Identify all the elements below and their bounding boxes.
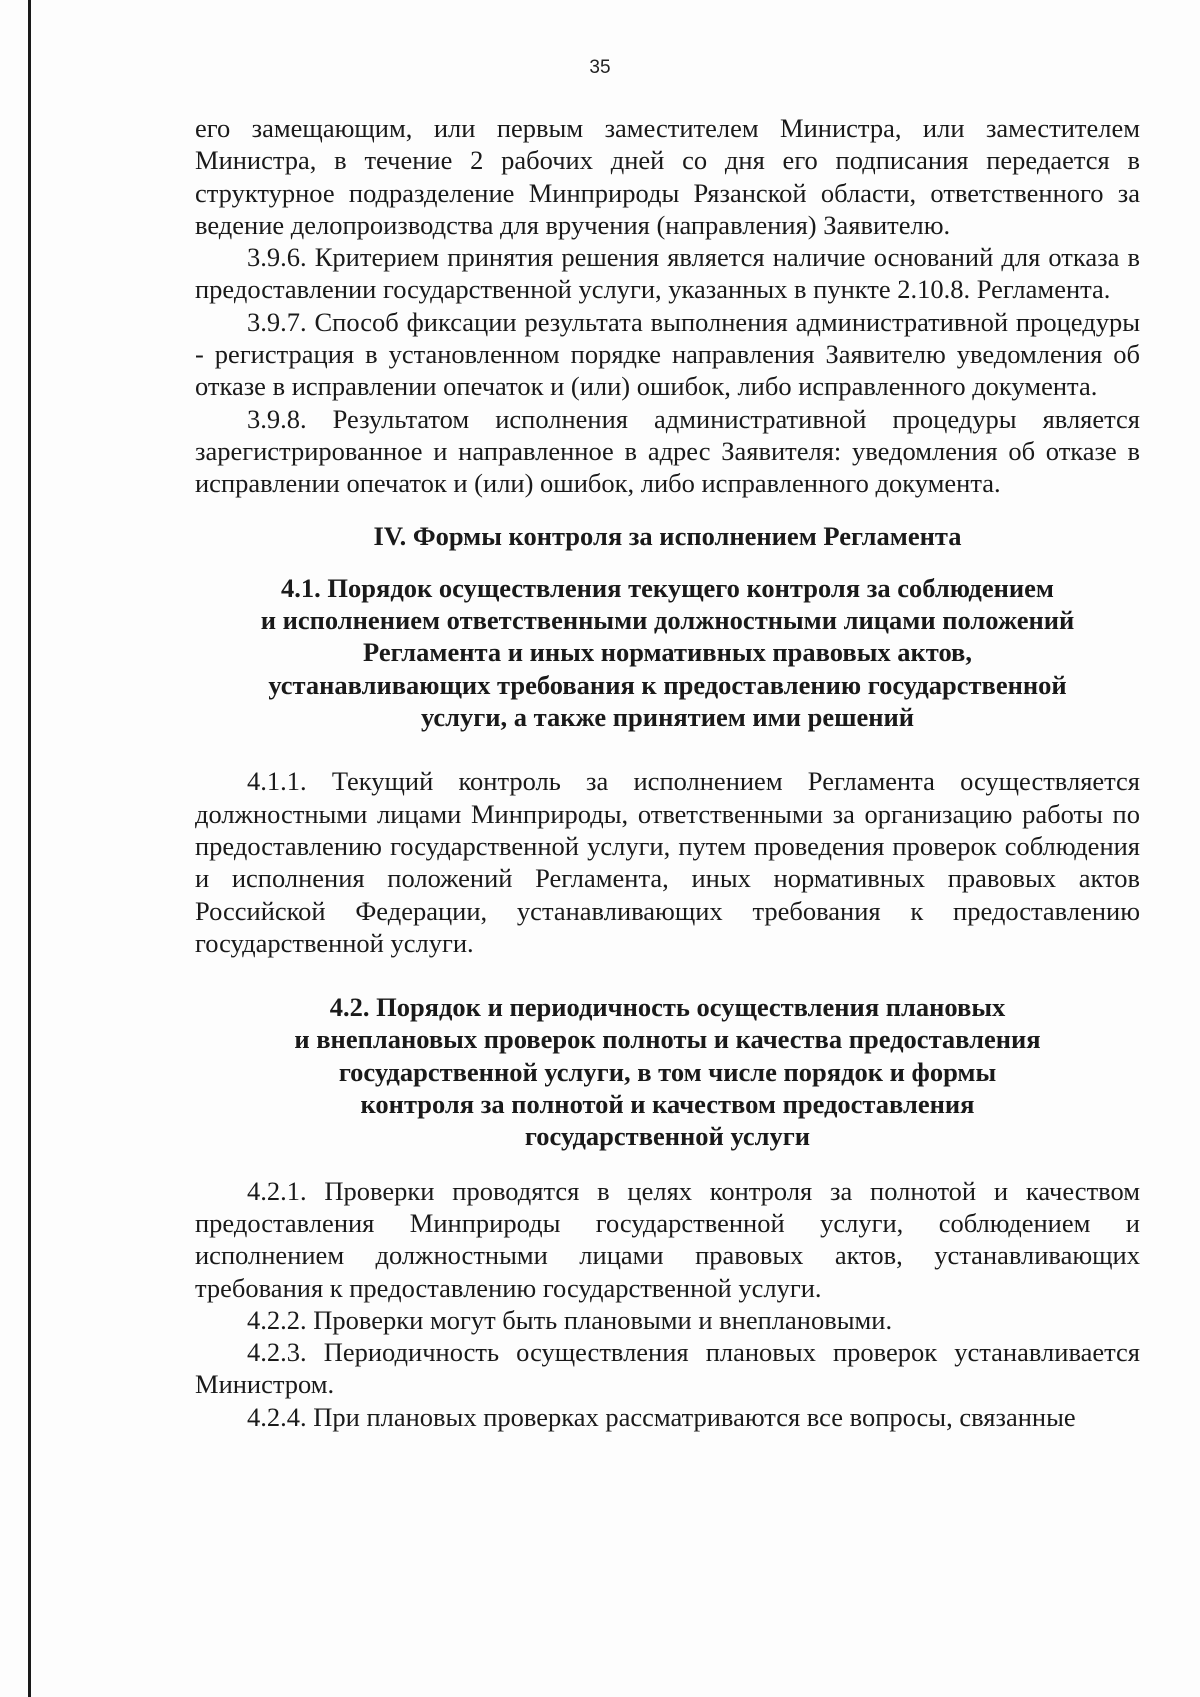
section-4-2-heading — [195, 991, 1140, 1152]
heading-line: 4.2. Порядок и периодичность осуществления плановых — [329, 992, 1006, 1023]
section-4-1-heading — [195, 572, 1140, 733]
paragraph-4-2-3: 4.2.3. Периодичность осуществления плановых проверок устанавливается Министром. — [195, 1337, 1140, 1400]
paragraph-3-9-7: 3.9.7. Способ фиксации результата выполнения административной процедуры - регистрация в установленном порядке направления Заявителю уведомления об отказе в исправлении опечаток и (или) ошибок, либо исправленного документа. — [195, 306, 1140, 402]
heading-line: Регламента и иных нормативных правовых актов, — [363, 637, 972, 668]
paragraph-4-2-2: 4.2.2. Проверки могут быть плановыми и внеплановыми. — [247, 1304, 893, 1335]
heading-line: контроля за полнотой и качеством предоставления — [360, 1089, 975, 1120]
scan-edge-line — [28, 0, 31, 1697]
heading-line: услуги, а также принятием ими решений — [420, 702, 915, 733]
heading-line: и исполнением ответственными должностными лицами положений — [260, 605, 1075, 636]
heading-line: государственной услуги — [524, 1121, 811, 1152]
document-body — [195, 112, 1140, 1433]
paragraph-continuation: его замещающим, или первым заместителем Министра, или заместителем Министра, в течение 2 рабочих дней со дня его подписания передается в структурное подразделение Минприроды Рязанской области, ответственного за ведение делопроизводства для вручения (направления) Заявителю. — [195, 113, 1140, 240]
paragraph-3-9-8: 3.9.8. Результатом исполнения административной процедуры является зарегистрированное и направленное в адрес Заявителя: уведомления об отказе в исправлении опечаток и (или) ошибок, либо исправленного документа. — [195, 403, 1140, 499]
heading-line: и внеплановых проверок полноты и качества предоставления — [294, 1024, 1041, 1055]
paragraph-4-2-1: 4.2.1. Проверки проводятся в целях контроля за полнотой и качеством предоставления Минприроды государственной услуги, соблюдением и исполнением должностными лицами правовых актов, устанавливающих требования к предоставлению государственной услуги. — [195, 1175, 1140, 1303]
paragraph-4-1-1: 4.1.1. Текущий контроль за исполнением Регламента осуществляется должностными лицами Минприроды, ответственными за организацию работы по предоставлению государственной услуги, путем проведения проверок соблюдения и исполнения положений Регламента, иных нормативных правовых актов Российской Федерации, устанавливающих требования к предоставлению государственной услуги. — [195, 766, 1140, 958]
paragraph-3-9-6: 3.9.6. Критерием принятия решения является наличие оснований для отказа в предоставлении государственной услуги, указанных в пункте 2.10.8. Регламента. — [195, 242, 1140, 305]
section-iv-heading: IV. Формы контроля за исполнением Регламента — [373, 520, 962, 551]
heading-line: государственной услуги, в том числе порядок и формы — [338, 1056, 997, 1087]
paragraph-4-2-4: 4.2.4. При плановых проверках рассматриваются все вопросы, связанные — [247, 1401, 1076, 1432]
page-number: 35 — [589, 57, 611, 78]
heading-line: устанавливающих требования к предоставлению государственной — [268, 669, 1067, 700]
heading-line: 4.1. Порядок осуществления текущего контроля за соблюдением — [281, 572, 1054, 603]
